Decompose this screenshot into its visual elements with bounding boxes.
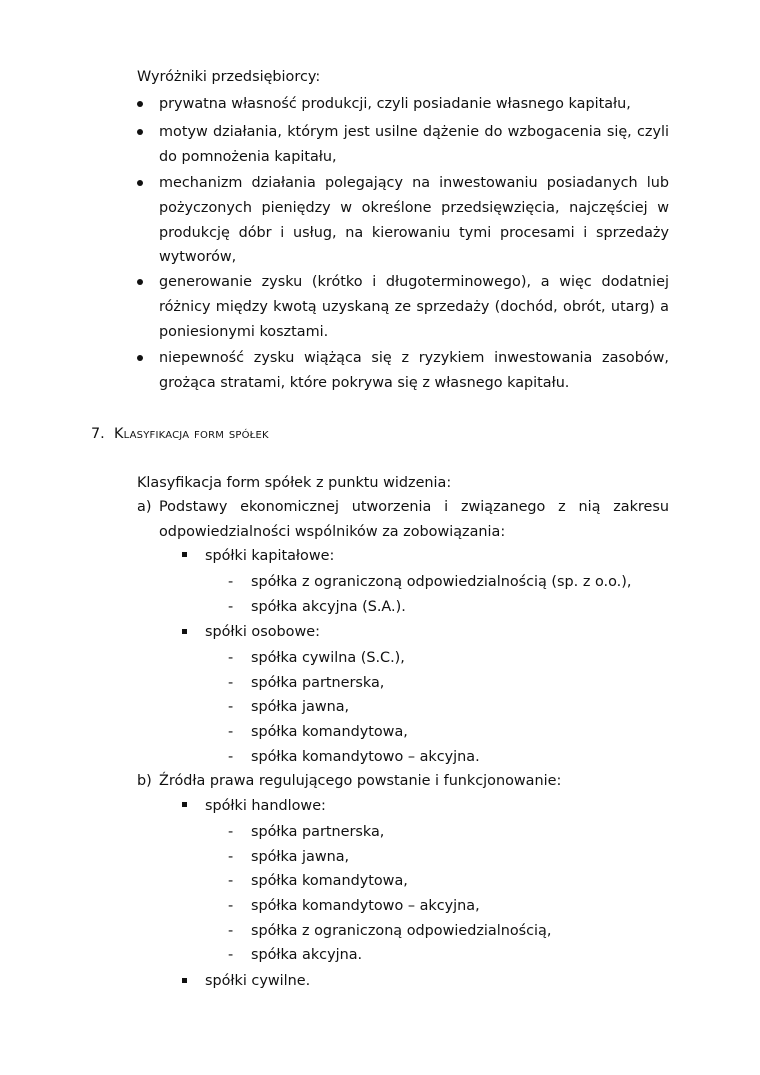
classification-intro: Klasyfikacja form spółek z punktu widzenia: — [137, 475, 452, 491]
group-commercial-item-6: spółka akcyjna. — [251, 947, 363, 963]
square-bullet-icon — [182, 552, 187, 557]
dash-icon: - — [228, 898, 234, 914]
bullet-icon — [137, 129, 143, 135]
dash-icon: - — [228, 824, 234, 840]
feature-item-2-line-1: motyw działania, którym jest usilne dążenie do wzbogacenia się, czyli — [159, 124, 669, 140]
group-personal-item-5: spółka komandytowo – akcyjna. — [251, 749, 480, 765]
list-marker-a: a) — [137, 499, 152, 515]
feature-item-5-line-2: grożąca stratami, które pokrywa się z własnego kapitału. — [159, 375, 570, 391]
feature-item-4-line-1: generowanie zysku (krótko i długoterminowego), a więc dodatniej — [159, 274, 669, 290]
dash-icon: - — [228, 849, 234, 865]
dash-icon: - — [228, 675, 234, 691]
feature-item-5-line-1: niepewność zysku wiążąca się z ryzykiem inwestowania zasobów, — [159, 350, 669, 366]
feature-item-3-line-3: produkcję dóbr i usług, na kierowaniu tymi procesami i sprzedaży — [159, 225, 669, 241]
bullet-icon — [137, 180, 143, 186]
group-commercial-label: spółki handlowe: — [205, 798, 326, 814]
group-personal-item-1: spółka cywilna (S.C.), — [251, 650, 405, 666]
dash-icon: - — [228, 574, 234, 590]
group-commercial-item-5: spółka z ograniczoną odpowiedzialnością, — [251, 923, 552, 939]
dash-icon: - — [228, 749, 234, 765]
list-marker-b: b) — [137, 773, 152, 789]
feature-item-1-line-1: prywatna własność produkcji, czyli posiadanie własnego kapitału, — [159, 96, 631, 112]
square-bullet-icon — [182, 978, 187, 983]
feature-item-3-line-4: wytworów, — [159, 249, 237, 265]
group-commercial-item-2: spółka jawna, — [251, 849, 350, 865]
group-civil-label: spółki cywilne. — [205, 973, 311, 989]
bullet-icon — [137, 101, 143, 107]
features-heading: Wyróżniki przedsiębiorcy: — [137, 69, 321, 85]
group-commercial-item-1: spółka partnerska, — [251, 824, 385, 840]
dash-icon: - — [228, 923, 234, 939]
group-commercial-item-4: spółka komandytowo – akcyjna, — [251, 898, 480, 914]
square-bullet-icon — [182, 629, 187, 634]
bullet-icon — [137, 355, 143, 361]
bullet-icon — [137, 279, 143, 285]
dash-icon: - — [228, 699, 234, 715]
group-personal-item-4: spółka komandytowa, — [251, 724, 408, 740]
square-bullet-icon — [182, 802, 187, 807]
item-a-line-1: Podstawy ekonomicznej utworzenia i związanego z nią zakresu — [159, 499, 669, 515]
group-personal-label: spółki osobowe: — [205, 624, 320, 640]
group-personal-item-3: spółka jawna, — [251, 699, 350, 715]
feature-item-3-line-2: pożyczonych pieniędzy w określone przedsięwzięcia, najczęściej w — [159, 200, 669, 216]
feature-item-4-line-3: poniesionymi kosztami. — [159, 324, 329, 340]
section-number: 7. — [91, 426, 105, 442]
dash-icon: - — [228, 873, 234, 889]
item-b-line-1: Źródła prawa regulującego powstanie i funkcjonowanie: — [159, 773, 562, 789]
group-capital-item-1: spółka z ograniczoną odpowiedzialnością (sp. z o.o.), — [251, 574, 632, 590]
section-title: Klasyfikacja form spółek — [114, 426, 269, 442]
feature-item-3-line-1: mechanizm działania polegający na inwestowaniu posiadanych lub — [159, 175, 669, 191]
group-commercial-item-3: spółka komandytowa, — [251, 873, 408, 889]
dash-icon: - — [228, 947, 234, 963]
feature-item-2-line-2: do pomnożenia kapitału, — [159, 149, 337, 165]
dash-icon: - — [228, 650, 234, 666]
dash-icon: - — [228, 724, 234, 740]
dash-icon: - — [228, 599, 234, 615]
group-capital-label: spółki kapitałowe: — [205, 548, 335, 564]
feature-item-4-line-2: różnicy między kwotą uzyskaną ze sprzedaży (dochód, obrót, utarg) a — [159, 299, 669, 315]
item-a-line-2: odpowiedzialności wspólników za zobowiązania: — [159, 524, 506, 540]
group-capital-item-2: spółka akcyjna (S.A.). — [251, 599, 406, 615]
group-personal-item-2: spółka partnerska, — [251, 675, 385, 691]
